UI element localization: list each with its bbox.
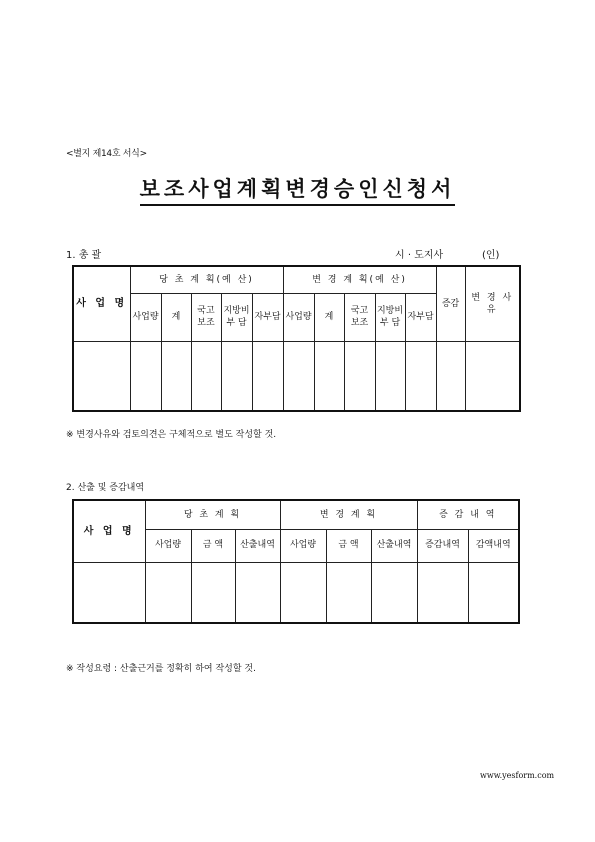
input-cell[interactable] <box>375 341 405 411</box>
original-total-header: 계 <box>161 293 191 341</box>
original-national-subsidy-header <box>191 293 221 341</box>
input-cell[interactable] <box>161 341 191 411</box>
changed-amount-header: 금 액 <box>326 529 371 562</box>
table-row <box>73 341 520 411</box>
page-title <box>0 173 595 206</box>
local-share-line2: 부 담 <box>226 318 247 328</box>
changed-self-share-header: 자부담 <box>405 293 436 341</box>
changed-plan-header: 변 경 계 획(예 산) <box>283 266 436 293</box>
changed-national-subsidy-header <box>344 293 375 341</box>
input-cell[interactable] <box>314 341 344 411</box>
original-plan-header: 당 초 계 획(예 산) <box>130 266 283 293</box>
business-name-header: 사 업 명 <box>73 500 145 562</box>
original-quantity-header: 사업량 <box>130 293 161 341</box>
input-cell[interactable] <box>252 341 283 411</box>
local-share-line2: 부 담 <box>379 318 401 328</box>
seal-label: (인) <box>482 250 500 261</box>
original-local-share-header <box>221 293 252 341</box>
input-cell[interactable] <box>417 562 468 623</box>
page-title-text: 보조사업계획변경승인신청서 <box>140 173 456 206</box>
changed-quantity-header: 사업량 <box>283 293 314 341</box>
local-share-line1: 지방비 <box>376 305 404 316</box>
input-cell[interactable] <box>221 341 252 411</box>
national-subsidy-line1: 국고 <box>197 305 215 316</box>
input-cell[interactable] <box>73 562 145 623</box>
changed-plan-header: 변 경 계 획 <box>280 500 417 529</box>
website-footer: www.yesform.com <box>480 771 555 780</box>
changed-total-header: 계 <box>314 293 344 341</box>
table-row <box>73 562 519 623</box>
note-change-reason: ※ 변경사유와 검토의견은 구체적으로 별도 작성할 것. <box>66 430 277 440</box>
input-cell[interactable] <box>130 341 161 411</box>
increase-decrease-header: 증감 <box>436 266 465 341</box>
national-subsidy-line1: 국고 <box>350 305 369 316</box>
input-cell[interactable] <box>436 341 465 411</box>
input-cell[interactable] <box>73 341 130 411</box>
national-subsidy-line2: 보조 <box>197 318 215 328</box>
changed-quantity-header: 사업량 <box>280 529 326 562</box>
original-calc-detail-header: 산출내역 <box>235 529 280 562</box>
business-name-header: 사 업 명 <box>73 266 130 341</box>
input-cell[interactable] <box>191 341 221 411</box>
input-cell[interactable] <box>326 562 371 623</box>
national-subsidy-line2: 보조 <box>350 318 369 328</box>
input-cell[interactable] <box>191 562 235 623</box>
decrease-detail-header: 감액내역 <box>468 529 519 562</box>
original-plan-header: 당 초 계 획 <box>145 500 280 529</box>
input-cell[interactable] <box>344 341 375 411</box>
summary-table <box>72 265 521 412</box>
detail-table <box>72 499 520 624</box>
issuer-label: 시 · 도지사 <box>395 250 444 261</box>
form-number: <별지 제14호 서식> <box>66 149 147 159</box>
input-cell[interactable] <box>235 562 280 623</box>
original-self-share-header: 자부담 <box>252 293 283 341</box>
original-quantity-header: 사업량 <box>145 529 191 562</box>
local-share-line1: 지방비 <box>223 305 250 316</box>
input-cell[interactable] <box>283 341 314 411</box>
input-cell[interactable] <box>145 562 191 623</box>
input-cell[interactable] <box>371 562 417 623</box>
change-reason-header: 변 경 사 유 <box>465 266 520 341</box>
increase-detail-header: 증감내역 <box>417 529 468 562</box>
section1-label: 1. 총 괄 <box>66 250 102 261</box>
section2-label: 2. 산출 및 증감내역 <box>66 483 145 493</box>
increase-decrease-detail-header: 증 감 내 역 <box>417 500 519 529</box>
input-cell[interactable] <box>280 562 326 623</box>
input-cell[interactable] <box>465 341 520 411</box>
note-writing-guide: ※ 작성요령 : 산출근거를 정확히 하여 작성할 것. <box>66 664 256 674</box>
original-amount-header: 금 액 <box>191 529 235 562</box>
input-cell[interactable] <box>405 341 436 411</box>
changed-calc-detail-header: 산출내역 <box>371 529 417 562</box>
changed-local-share-header <box>375 293 405 341</box>
input-cell[interactable] <box>468 562 519 623</box>
